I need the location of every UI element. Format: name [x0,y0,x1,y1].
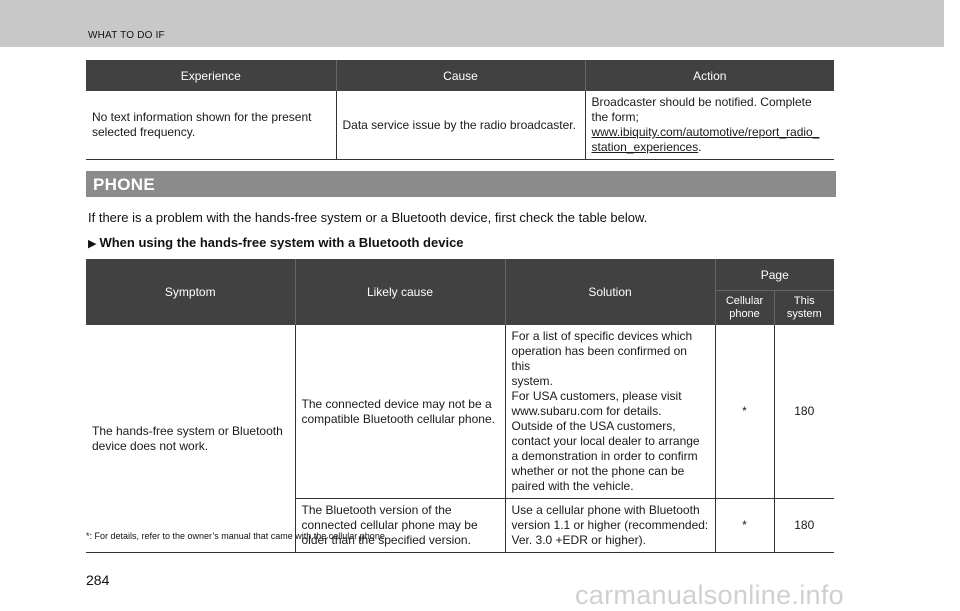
radio-issue-table [86,60,834,160]
header-this-system [774,291,834,326]
page-number: 284 [86,572,110,588]
solution-line: operation has been confirmed on this [511,344,687,373]
solution-line: For USA customers, please visit [511,389,682,403]
header-system-line-2: system [786,308,822,320]
solution-line: whether or not the phone can be [511,464,685,478]
subheading-text: When using the hands-free system with a Bluetooth device [99,235,464,250]
solution-line: For a list of specific devices which [511,329,693,343]
solution-line: Ver. 3.0 +EDR or higher). [511,533,646,547]
phone-section-title: PHONE [93,175,155,194]
header-likely-cause: Likely cause [295,259,505,325]
header-experience: Experience [86,60,336,91]
header-action: Action [585,60,834,91]
likely-cause-cell: The Bluetooth version of the connected cellular phone may be older than the specified version. [295,499,505,553]
header-cellular-phone [715,291,774,326]
phone-section-bar [86,171,836,197]
phone-intro-text: If there is a problem with the hands-free system or a Bluetooth device, first check the table below. [88,210,648,225]
page-header-bar [0,0,944,47]
solution-line: Outside of the USA customers, [511,419,676,433]
phone-issue-table [86,259,834,553]
system-page-cell: 180 [774,499,834,553]
header-cellular-line-1: Cellular [725,295,764,307]
experience-cell: No text information shown for the present selected frequency. [86,91,336,160]
header-solution: Solution [505,259,715,325]
action-end: . [698,140,702,154]
system-page-cell: 180 [774,325,834,499]
cellular-page-cell: * [715,499,774,553]
solution-line: a demonstration in order to confirm [511,449,698,463]
symptom-cell: The hands-free system or Bluetooth device does not work. [86,325,295,553]
header-system-line-1: This [793,295,815,307]
action-cell [585,91,834,160]
table-header-row [86,60,834,91]
action-text: Broadcaster should be notified. Complete the form; [591,95,812,124]
footnote: *: For details, refer to the owner’s manual that came with the cellular phone. [86,531,388,541]
phone-subheading [88,235,464,250]
table-row [86,325,834,499]
triangle-right-icon: ▶ [88,238,97,250]
watermark: carmanualsonline.info [575,580,844,610]
solution-cell [505,499,715,553]
header-cellular-line-2: phone [729,308,760,320]
header-cause: Cause [336,60,585,91]
cellular-page-cell: * [715,325,774,499]
likely-cause-cell: The connected device may not be a compatible Bluetooth cellular phone. [295,325,505,499]
header-symptom: Symptom [86,259,295,325]
report-link-part-1[interactable]: www.ibiquity.com/automotive/report_radio_ [591,125,820,139]
solution-line: paired with the vehicle. [511,479,634,493]
report-link[interactable] [592,125,820,154]
solution-cell [505,325,715,499]
table-row [86,91,834,160]
report-link-part-2[interactable]: station_experiences [591,140,699,154]
subaru-link[interactable]: www.subaru.com for details. [511,404,662,418]
section-label: WHAT TO DO IF [88,30,165,41]
header-page: Page [715,259,834,291]
solution-line: Use a cellular phone with Bluetooth [511,503,700,517]
table-header-row [86,259,834,291]
solution-line: version 1.1 or higher (recommended: [511,518,709,532]
cause-cell: Data service issue by the radio broadcaster. [336,91,585,160]
solution-line: system. [511,374,553,388]
solution-line: contact your local dealer to arrange [511,434,700,448]
